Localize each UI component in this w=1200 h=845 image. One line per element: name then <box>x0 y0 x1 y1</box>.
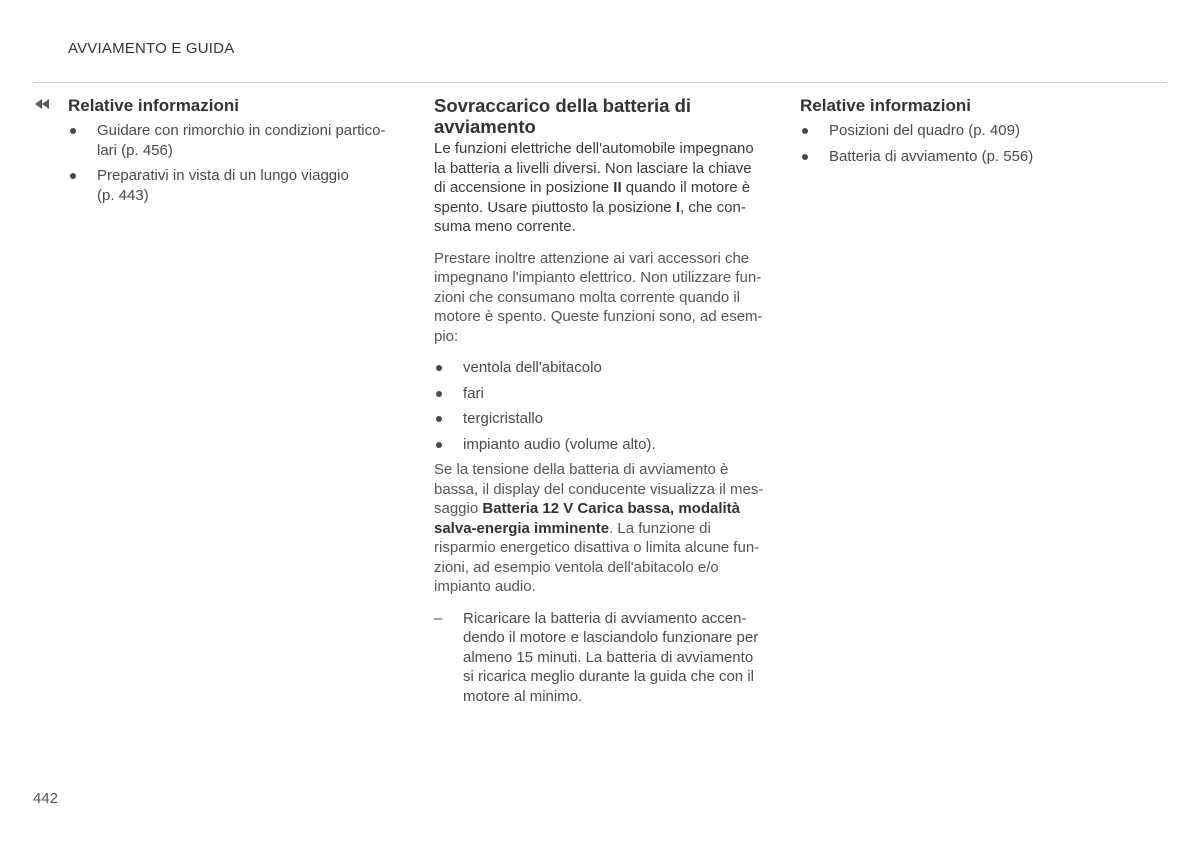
page-number: 442 <box>33 790 59 807</box>
middle-column <box>434 95 769 706</box>
recharge-step <box>434 609 765 707</box>
list-item[interactable] <box>800 147 1130 167</box>
list-item-text: fari <box>463 384 484 402</box>
left-column <box>68 95 398 211</box>
intro-paragraph <box>434 139 764 237</box>
list-item <box>434 358 769 378</box>
list-item[interactable] <box>800 121 1130 141</box>
key-position-ii: II <box>613 179 622 196</box>
key-position-i: I <box>675 198 680 216</box>
header-rule <box>33 82 1167 83</box>
related-link[interactable]: Guidare con rimorchio in condizioni partico- lari (p. 456) <box>97 122 386 159</box>
related-link[interactable]: Batteria di avviamento (p. 556) <box>829 147 1034 165</box>
list-item-text: impianto audio (volume alto). <box>463 435 656 453</box>
accessories-paragraph: Prestare inoltre attenzione ai vari accessori che impegnano l'impianto elettrico. Non utilizzare fun- zioni che consumano molta corrente quando il motore è spento. Queste funzioni sono, ad esem- pio: <box>434 249 763 345</box>
bullet-dot <box>436 416 442 422</box>
bullet-dot <box>436 391 442 397</box>
list-item[interactable] <box>68 166 357 205</box>
step-text: Ricaricare la batteria di avviamento accen- dendo il motore e lasciandolo funzionare per almeno 15 minuti. La batteria di avviamento si ricarica meglio durante la guida che con il motore al minimo. <box>463 609 759 705</box>
display-message: Batteria 12 V Carica bassa, modalità salva-energia imminente <box>434 500 740 537</box>
intro-text: Le funzioni elettriche dell'automobile impegnano la batteria a livelli diversi. Non lasciare la chiave di accensione in posizione <box>434 140 754 196</box>
list-item <box>434 384 769 404</box>
intro-text: , che con- suma meno corrente. <box>434 198 746 235</box>
section-title: Sovraccarico della batteria di avviamento <box>434 95 692 137</box>
warning-paragraph <box>434 460 764 597</box>
double-chevron-left-icon[interactable] <box>33 97 51 111</box>
accessories-list <box>434 358 769 454</box>
list-item-text: tergicristallo <box>463 410 544 427</box>
list-item <box>434 435 769 455</box>
related-link[interactable]: Preparativi in vista di un lungo viaggio (p. 443) <box>97 167 349 204</box>
step-marker: – <box>434 609 443 627</box>
list-item[interactable] <box>68 121 387 160</box>
bullet-dot <box>802 154 808 160</box>
list-item <box>434 409 769 429</box>
related-info-heading: Relative informazioni <box>800 96 971 115</box>
bullet-dot <box>70 173 76 179</box>
intro-text: quando il motore è spento. Usare piuttosto la posizione <box>434 179 751 216</box>
bullet-dot <box>436 442 442 448</box>
related-link[interactable]: Posizioni del quadro (p. 409) <box>829 122 1020 139</box>
bullet-dot <box>436 365 442 371</box>
related-info-heading: Relative informazioni <box>68 96 239 115</box>
chapter-title: AVVIAMENTO E GUIDA <box>68 40 235 57</box>
bullet-dot <box>802 128 808 134</box>
bullet-dot <box>70 128 76 134</box>
warning-text: Se la tensione della batteria di avviamento è bassa, il display del conducente visualizza il mes- saggio <box>434 461 764 517</box>
list-item-text: ventola dell'abitacolo <box>463 359 602 376</box>
warning-text: . La funzione di risparmio energetico disattiva o limita alcune fun- zioni, ad esempio ventola dell'abitacolo e/o impianto audio. <box>434 519 760 595</box>
right-column <box>800 95 1130 172</box>
related-info-list <box>800 121 1130 166</box>
related-info-list <box>68 121 398 205</box>
